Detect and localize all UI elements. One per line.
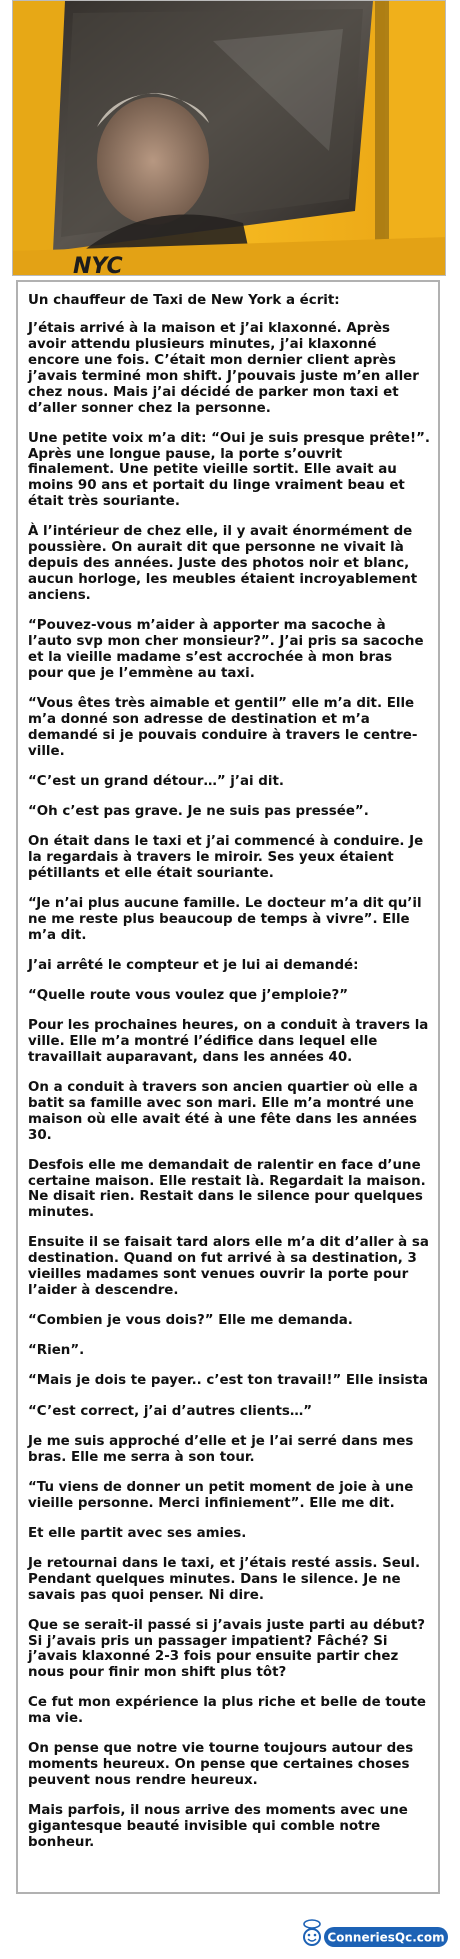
story-article	[16, 280, 440, 1894]
story-paragraph: On était dans le taxi et j’ai commencé à conduire. Je la regardais à travers le miroir. Ses yeux étaient pétillants et elle était souriante.	[28, 833, 424, 881]
story-paragraph: Ce fut mon expérience la plus riche et belle de toute ma vie.	[28, 1695, 426, 1727]
story-paragraph: Pour les prochaines heures, on a conduit à travers la ville. Elle m’a montré l’édifice dans lequel elle travaillait auparavant, dans les années 40.	[28, 1017, 429, 1065]
site-logo[interactable]	[300, 1908, 452, 1954]
story-title: Un chauffeur de Taxi de New York a écrit:	[28, 293, 340, 308]
taxi-photo	[12, 0, 446, 276]
story-paragraph: J’étais arrivé à la maison et j’ai klaxonné. Après avoir attendu plusieurs minutes, j’ai klaxonné encore une fois. C’était mon dernier client après j’avais terminé mon shift. J’pouvais juste m’en aller chez nous. Mais j’ai décidé de parker mon taxi et d’aller sonner chez la personne.	[28, 321, 419, 416]
story-paragraph: “Tu viens de donner un petit moment de joie à une vieille personne. Merci infiniement”. Elle me dit.	[28, 1479, 414, 1511]
story-paragraph: “Combien je vous dois?” Elle me demanda.	[28, 1313, 353, 1329]
story-paragraph: On a conduit à travers son ancien quartier où elle a batit sa famille avec son mari. Elle m’a montré une maison où elle avait été à une fête dans les années 30.	[28, 1079, 418, 1143]
taxi-photo-art	[13, 1, 446, 276]
story-paragraph: “C’est un grand détour…” j’ai dit.	[28, 773, 284, 789]
story-paragraph: Que se serait-il passé si j’avais juste parti au début? Si j’avais pris un passager impatient? Fâché? Si j’avais klaxonné 2-3 fois pour ensuite partir chez nous pour finir mon shift plus tôt?	[28, 1617, 425, 1681]
story-paragraph: Mais parfois, il nous arrive des moments avec une gigantesque beauté invisible qui comble notre bonheur.	[28, 1803, 408, 1851]
story-paragraph: Ensuite il se faisait tard alors elle m’a dit d’aller à sa destination. Quand on fut arrivé à sa destination, 3 vieilles madames sont venues ouvrir la porte pour l’aider à descendre.	[28, 1235, 429, 1299]
story-paragraph: À l’intérieur de chez elle, il y avait énormément de poussière. On aurait dit que personne ne vivait là depuis des années. Juste des photos noir et blanc, aucun horloge, les meubles étaient incroyablement anciens.	[28, 524, 418, 603]
face-icon	[304, 1929, 320, 1945]
story-paragraph: Je retournai dans le taxi, et j’étais resté assis. Seul. Pendant quelques minutes. Dans le silence. Je ne savais pas quoi penser. Ni dire.	[28, 1555, 421, 1603]
story-paragraph: “Vous êtes très aimable et gentil” elle m’a dit. Elle m’a donné son adresse de destination et m’a demandé si je pouvais conduire à travers le centre-ville.	[28, 695, 418, 759]
story-paragraph: “Oh c’est pas grave. Je ne suis pas pressée”.	[28, 803, 369, 819]
story-paragraph: “Pouvez-vous m’aider à apporter ma sacoche à l’auto svp mon cher monsieur?”. J’ai pris sa sacoche et la vieille madame s’est accrochée à mon bras pour que je l’emmène au taxi.	[28, 618, 424, 681]
logo-text: ConneriesQc.com	[327, 1930, 445, 1945]
story-paragraph: J’ai arrêté le compteur et je lui ai demandé:	[28, 957, 359, 973]
story-paragraph: Une petite voix m’a dit: “Oui je suis presque prête!”. Après une longue pause, la porte s’ouvrit finalement. Une petite vieille sortit. Elle avait au moins 90 ans et portait du linge vraiment beau et était très souriante.	[28, 430, 430, 510]
story-paragraph: “Mais je dois te payer.. c’est ton travail!” Elle insista	[28, 1373, 429, 1389]
story-paragraph: “Quelle route vous voulez que j’emploie?”	[28, 987, 349, 1003]
story-paragraph: Desfois elle me demandait de ralentir en face d’une certaine maison. Elle restait là. Regardait la maison. Ne disait rien. Restait dans le silence pour quelques minutes.	[28, 1157, 426, 1221]
story-paragraph: “Je n’ai plus aucune famille. Le docteur m’a dit qu’il ne me reste plus beaucoup de temps à vivre”. Elle m’a dit.	[28, 895, 422, 943]
story-paragraph: Je me suis approché d’elle et je l’ai serré dans mes bras. Elle me serra à son tour.	[28, 1433, 414, 1465]
story-paragraph: “Rien”.	[28, 1343, 85, 1359]
story-paragraph: Et elle partit avec ses amies.	[28, 1525, 247, 1541]
story-paragraph: On pense que notre vie tourne toujours autour des moments heureux. On pense que certaines choses peuvent nous rendre heureux.	[28, 1741, 414, 1789]
logo-art	[300, 1908, 452, 1954]
halo-icon	[304, 1920, 320, 1928]
taxi-door-text: NYC	[73, 254, 123, 276]
story-paragraph: “C’est correct, j’ai d’autres clients…”	[28, 1403, 313, 1419]
